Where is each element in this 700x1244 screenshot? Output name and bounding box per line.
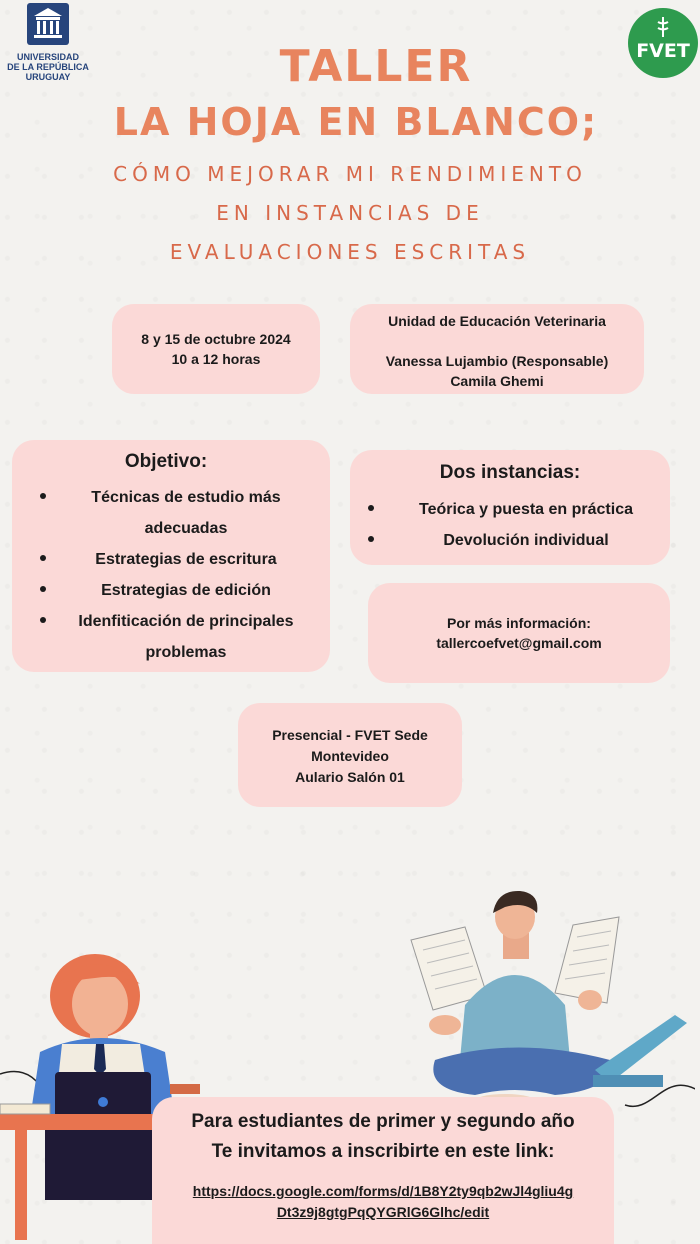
location-card xyxy=(238,703,462,807)
location-line: Presencial - FVET Sede xyxy=(272,727,428,743)
subtitle-line-3: EVALUACIONES ESCRITAS xyxy=(169,240,531,264)
objective-item: Estrategias de escritura xyxy=(22,544,320,575)
hours-text: 10 a 12 horas xyxy=(171,351,261,367)
unit-card xyxy=(350,304,644,394)
location-line: Aulario Salón 01 xyxy=(295,769,405,785)
objective-item: Idenfiticación de principales problemas xyxy=(22,606,320,668)
signup-audience: Para estudiantes de primer y segundo año xyxy=(191,1111,575,1132)
subtitle-line-2: EN INSTANCIAS DE xyxy=(216,201,484,225)
dates-card xyxy=(112,304,320,394)
udelar-line: URUGUAY xyxy=(25,72,71,82)
signup-link[interactable] xyxy=(152,1181,614,1223)
objective-heading: Objetivo: xyxy=(124,451,208,472)
objective-item: Estrategias de edición xyxy=(22,575,320,606)
instances-heading: Dos instancias: xyxy=(439,462,581,483)
unit-name: Unidad de Educación Veterinaria xyxy=(388,313,606,329)
udelar-line: UNIVERSIDAD xyxy=(16,52,79,62)
info-card xyxy=(368,583,670,683)
signup-link-line: Dt3z9j8gtgPqQYGRlG6Glhc/edit xyxy=(276,1204,490,1220)
info-label: Por más información: xyxy=(447,615,591,631)
signup-card xyxy=(152,1097,614,1244)
responsible-name: Vanessa Lujambio (Responsable) xyxy=(385,353,609,369)
instances-card xyxy=(350,450,670,565)
dates-text: 8 y 15 de octubre 2024 xyxy=(141,331,291,347)
student-reading-illustration xyxy=(405,885,695,1115)
collaborator-name: Camila Ghemi xyxy=(450,373,544,389)
location-line: Montevideo xyxy=(311,748,389,764)
objective-item: Técnicas de estudio más adecuadas xyxy=(22,482,320,544)
contact-email[interactable]: tallercoefvet@gmail.com xyxy=(436,635,602,651)
objective-card xyxy=(12,440,330,672)
subtitle-line-1: CÓMO MEJORAR MI RENDIMIENTO xyxy=(113,162,587,186)
instances-item: Devolución individual xyxy=(350,525,670,556)
title-main: LA HOJA EN BLANCO; xyxy=(113,100,599,144)
udelar-line: DE LA REPÚBLICA xyxy=(7,62,89,72)
fvet-text: FVET xyxy=(636,40,690,62)
caduceus-icon xyxy=(653,16,673,38)
title-taller: TALLER xyxy=(279,41,473,92)
signup-link-line: https://docs.google.com/forms/d/1B8Y2ty9qb2wJl4gliu4g xyxy=(192,1183,574,1199)
signup-invite: Te invitamos a inscribirte en este link: xyxy=(211,1141,555,1162)
udelar-emblem-icon xyxy=(26,2,70,46)
instances-item: Teórica y puesta en práctica xyxy=(350,494,670,525)
